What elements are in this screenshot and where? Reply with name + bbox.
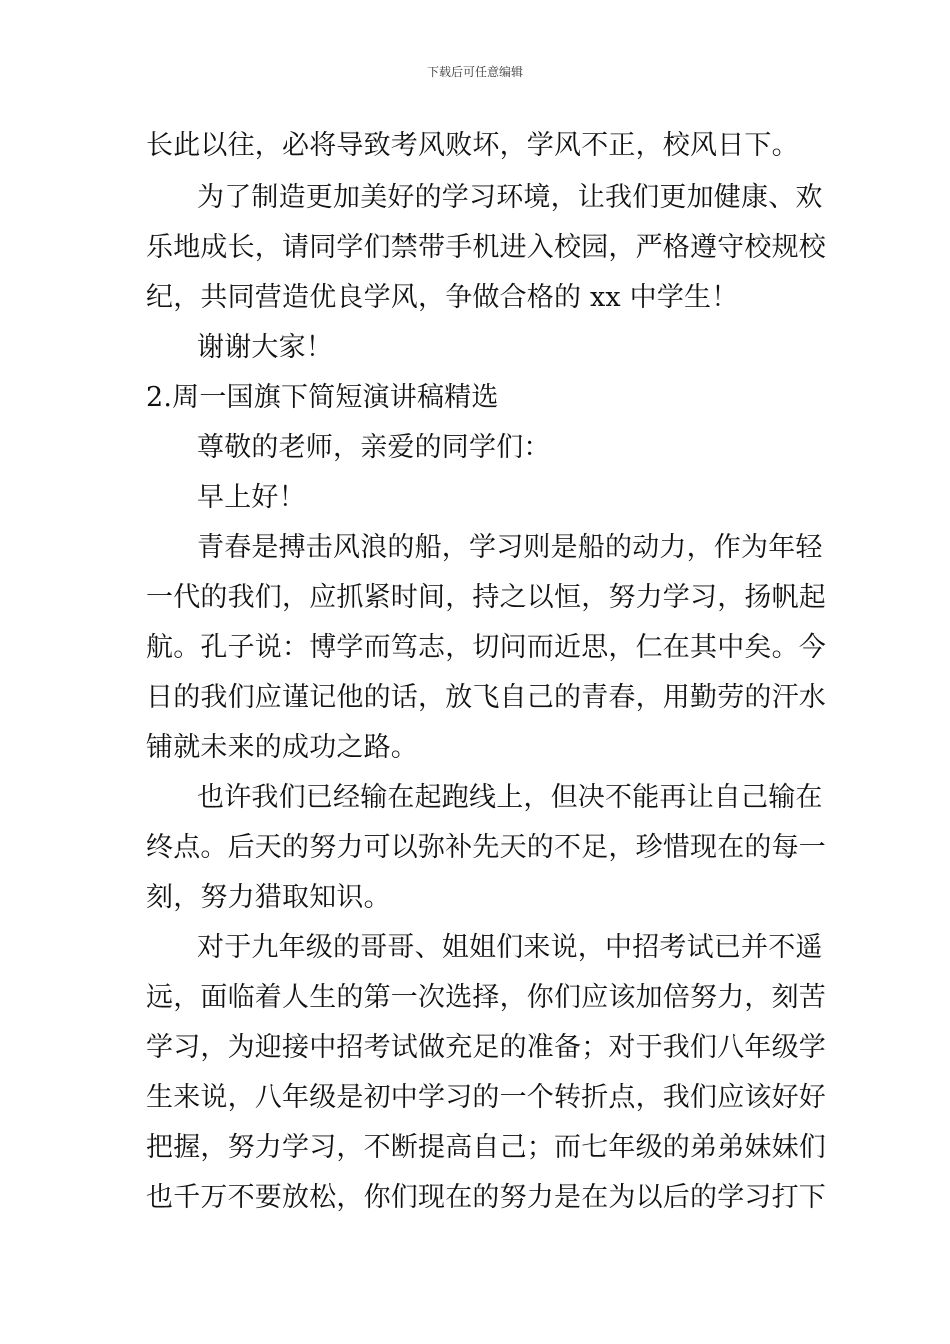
text-line: 学习，为迎接中招考试做充足的准备；对于我们八年级学 [146,1032,826,1063]
paragraph-start: 对于九年级的哥哥、姐姐们来说，中招考试已并不遥 [197,932,823,963]
text-line: 刻，努力猎取知识。 [146,882,391,913]
text-line: 航。孔子说：博学而笃志，切问而近思，仁在其中矣。今 [146,632,826,663]
text-line: 终点。后天的努力可以弥补先天的不足，珍惜现在的每一 [146,832,826,863]
text-line: 日的我们应谨记他的话，放飞自己的青春，用勤劳的汗水 [146,682,826,713]
greeting: 早上好！ [197,482,306,513]
text-line: 生来说，八年级是初中学习的一个转折点，我们应该好好 [146,1082,826,1113]
text-line: 乐地成长，请同学们禁带手机进入校园，严格遵守校规校 [146,232,826,263]
text-line: 长此以往，必将导致考风败坏，学风不正，校风日下。 [146,130,799,161]
text-line: 铺就未来的成功之路。 [146,732,418,763]
text-line: 纪，共同营造优良学风，争做合格的 xx 中学生！ [146,282,739,313]
text-line: 远，面临着人生的第一次选择，你们应该加倍努力，刻苦 [146,982,826,1013]
text-line: 也千万不要放松，你们现在的努力是在为以后的学习打下 [146,1182,826,1213]
closing-line: 谢谢大家！ [197,332,333,363]
text-line: 一代的我们，应抓紧时间，持之以恒，努力学习，扬帆起 [146,582,826,613]
paragraph-start: 为了制造更加美好的学习环境，让我们更加健康、欢 [197,182,823,213]
paragraph-start: 青春是搏击风浪的船，学习则是船的动力，作为年轻 [197,532,823,563]
salutation: 尊敬的老师，亲爱的同学们： [197,432,551,463]
section-heading: 2.周一国旗下简短演讲稿精选 [146,382,499,413]
text-line: 把握，努力学习，不断提高自己；而七年级的弟弟妹妹们 [146,1132,826,1163]
paragraph-start: 也许我们已经输在起跑线上，但决不能再让自己输在 [197,782,823,813]
page-header: 下载后可任意编辑 [426,65,523,79]
